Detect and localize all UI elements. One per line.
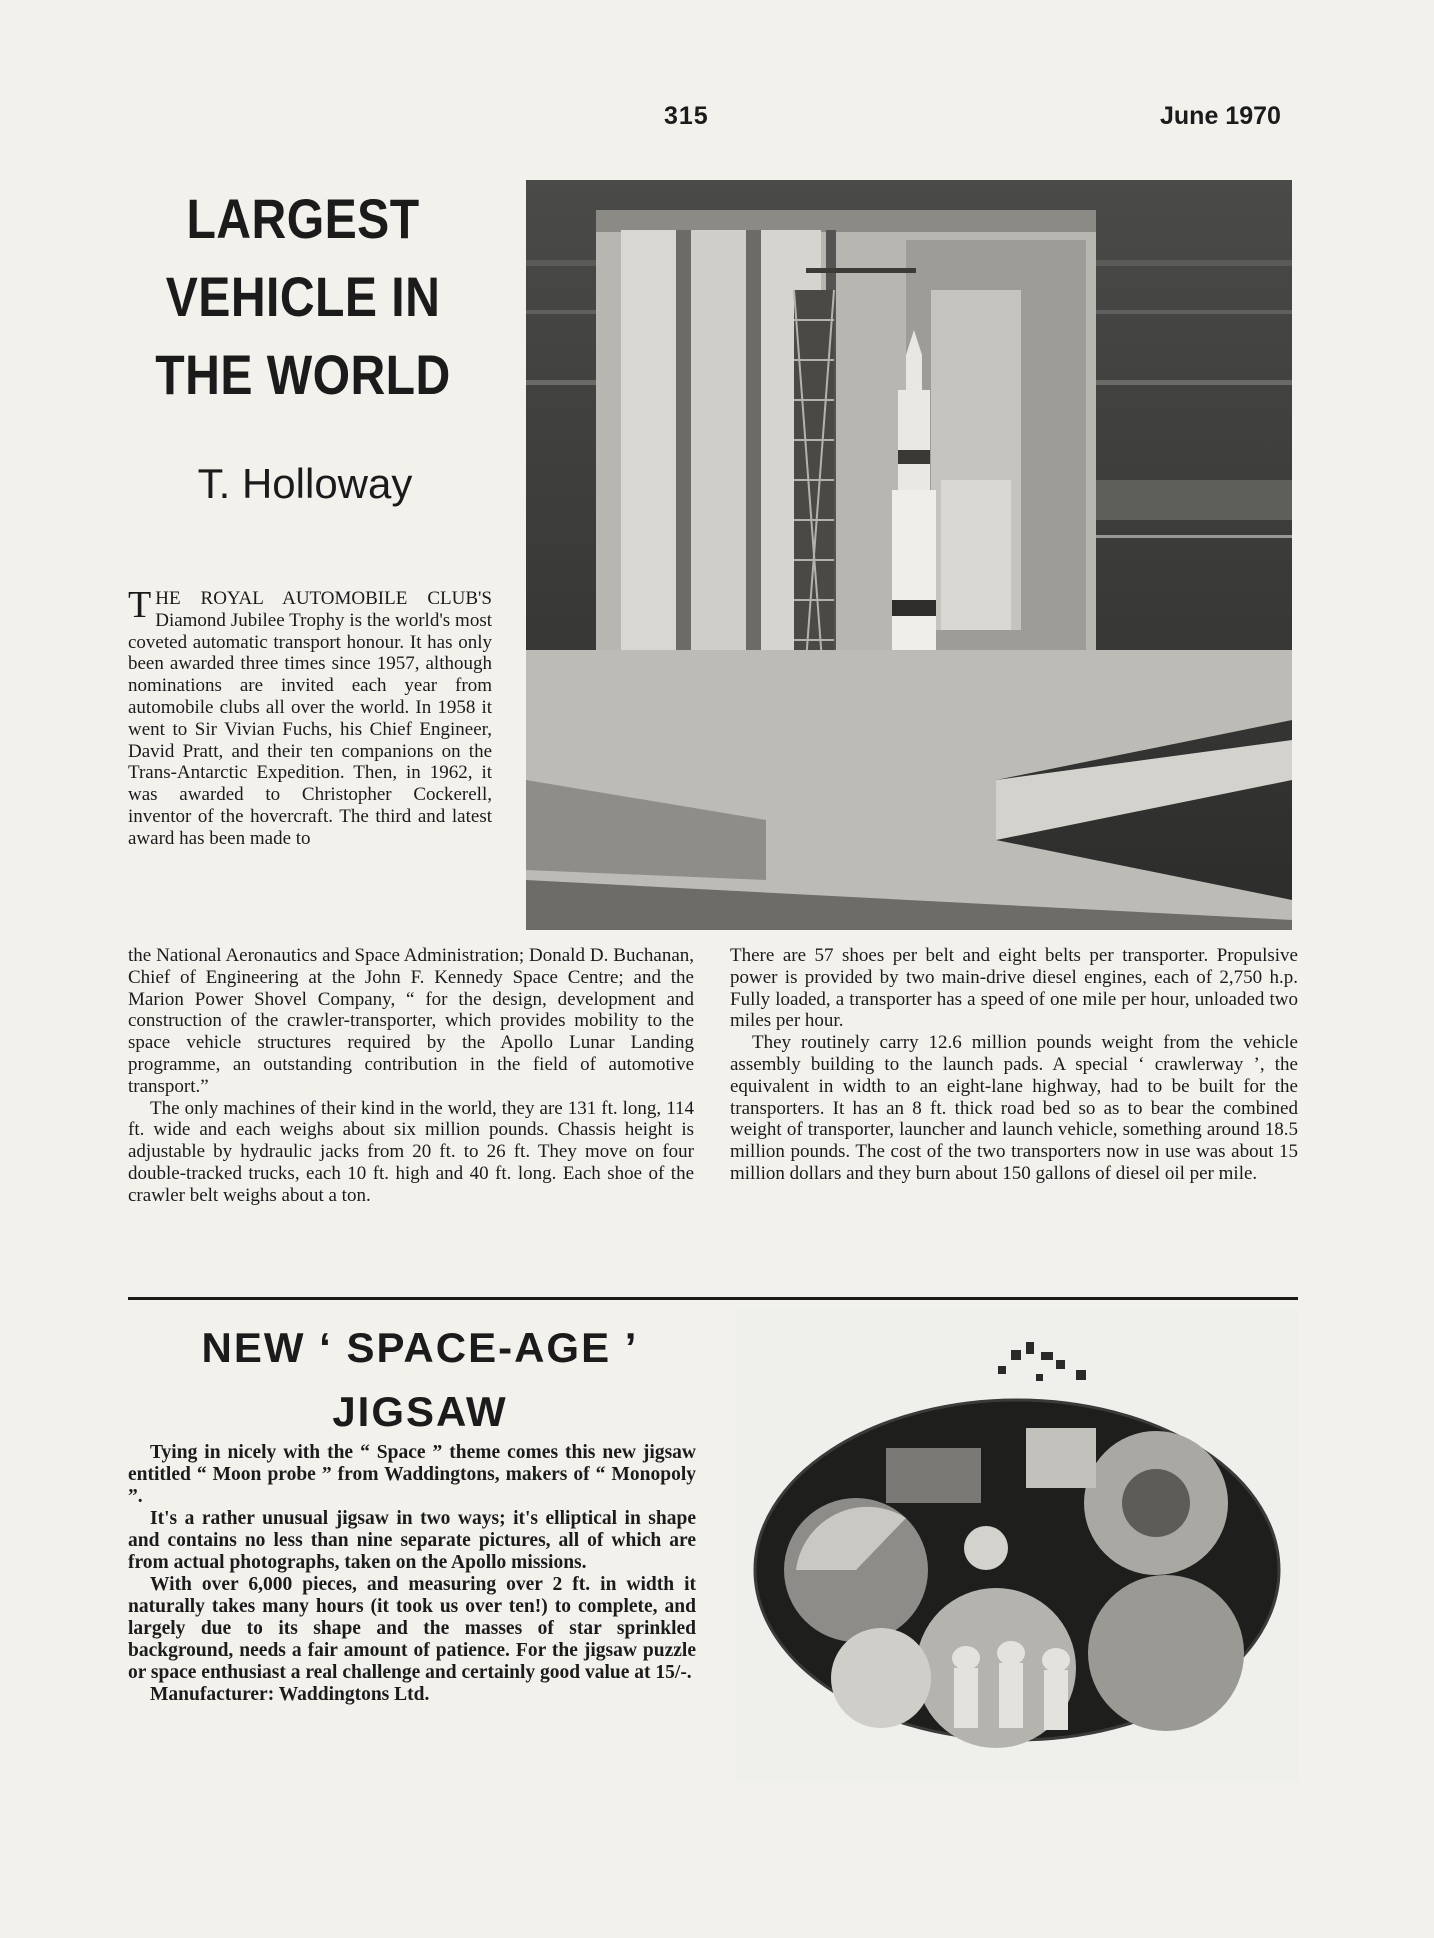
title-line: THE WORLD [155, 343, 451, 406]
jigsaw-article-body [128, 1442, 696, 1706]
paragraph: With over 6,000 pieces, and measuring over 2 ft. in width it naturally takes many hours (it took us over ten!) to complete, and largely due to its shape and the masses of star sprinkled background, needs a fair amount of patience. For the jigsaw puzzle or space enthusiast a real challenge and certainly good value at 15/-. [128, 1574, 696, 1683]
article-column-right [730, 945, 1298, 1185]
drop-cap: T [128, 584, 152, 626]
article-intro [128, 584, 492, 850]
title-line: JIGSAW [332, 1388, 508, 1435]
jigsaw-puzzle-photo [736, 1308, 1298, 1782]
paragraph: The only machines of their kind in the world, they are 131 ft. long, 114 ft. wide and each weighs about six million pounds. Chassis height is adjustable by hydraulic jacks from 20 ft. to 26 ft. They move on four double-tracked trucks, each 10 ft. high and 40 ft. long. Each shoe of the crawler belt weighs about a ton. [128, 1097, 694, 1206]
paragraph: Tying in nicely with the “ Space ” theme comes this new jigsaw entitled “ Moon probe ” from Waddingtons, makers of “ Monopoly ”. [128, 1442, 696, 1507]
article-title [153, 180, 454, 414]
paragraph: the National Aeronautics and Space Administration; Donald D. Buchanan, Chief of Engineering at the John F. Kennedy Space Centre; and the Marion Power Shovel Company, “ for the design, development and construction of the crawler-transporter, which provides mobility to the space vehicle structures required by the Apollo Lunar Landing programme, an outstanding contribution in the field of automotive transport.” [128, 945, 694, 1097]
jigsaw-article-title [128, 1316, 712, 1444]
issue-date: June 1970 [1160, 102, 1281, 130]
title-line: VEHICLE IN [165, 265, 441, 328]
page-number: 315 [664, 102, 709, 130]
paragraph: They routinely carry 12.6 million pounds weight from the vehicle assembly building to the launch pads. A special ‘ crawlerway ’, the equivalent in width to an eight-lane highway, had to be built for the transporters. It has an 8 ft. thick road bed so as to bear the combined weight of transporter, launcher and launch vehicle, something around 18.5 million pounds. The cost of the two transporters now in use was about 15 million dollars and they burn about 150 gallons of diesel oil per mile. [730, 1032, 1298, 1184]
title-line: NEW ‘ SPACE-AGE ’ [201, 1324, 639, 1371]
paragraph: It's a rather unusual jigsaw in two ways; it's elliptical in shape and contains no less than nine separate pictures, all of which are from actual photographs, taken on the Apollo missions. [128, 1508, 696, 1573]
section-divider [128, 1297, 1298, 1300]
paragraph: Manufacturer: Waddingtons Ltd. [150, 1684, 430, 1705]
intro-text: HE ROYAL AUTOMOBILE CLUB'S Diamond Jubilee Trophy is the world's most coveted automatic transport honour. It has only been awarded three times since 1957, although nominations are invited each year from automobile clubs all over the world. In 1958 it went to Sir Vivian Fuchs, his Chief Engineer, David Pratt, and their ten companions on the Trans-Antarctic Expedition. Then, in 1962, it was awarded to Christopher Cockerell, inventor of the hovercraft. The third and latest award has been made to [128, 588, 492, 849]
paragraph: There are 57 shoes per belt and eight belts per transporter. Propulsive power is provided by two main-drive diesel engines, each of 2,750 h.p. Fully loaded, a transporter has a speed of one mile per hour, unloaded two miles per hour. [730, 945, 1298, 1032]
article-column-left [128, 945, 694, 1207]
article-author: T. Holloway [197, 460, 413, 507]
rocket-transporter-photo [526, 180, 1292, 930]
title-line: LARGEST [186, 187, 420, 250]
